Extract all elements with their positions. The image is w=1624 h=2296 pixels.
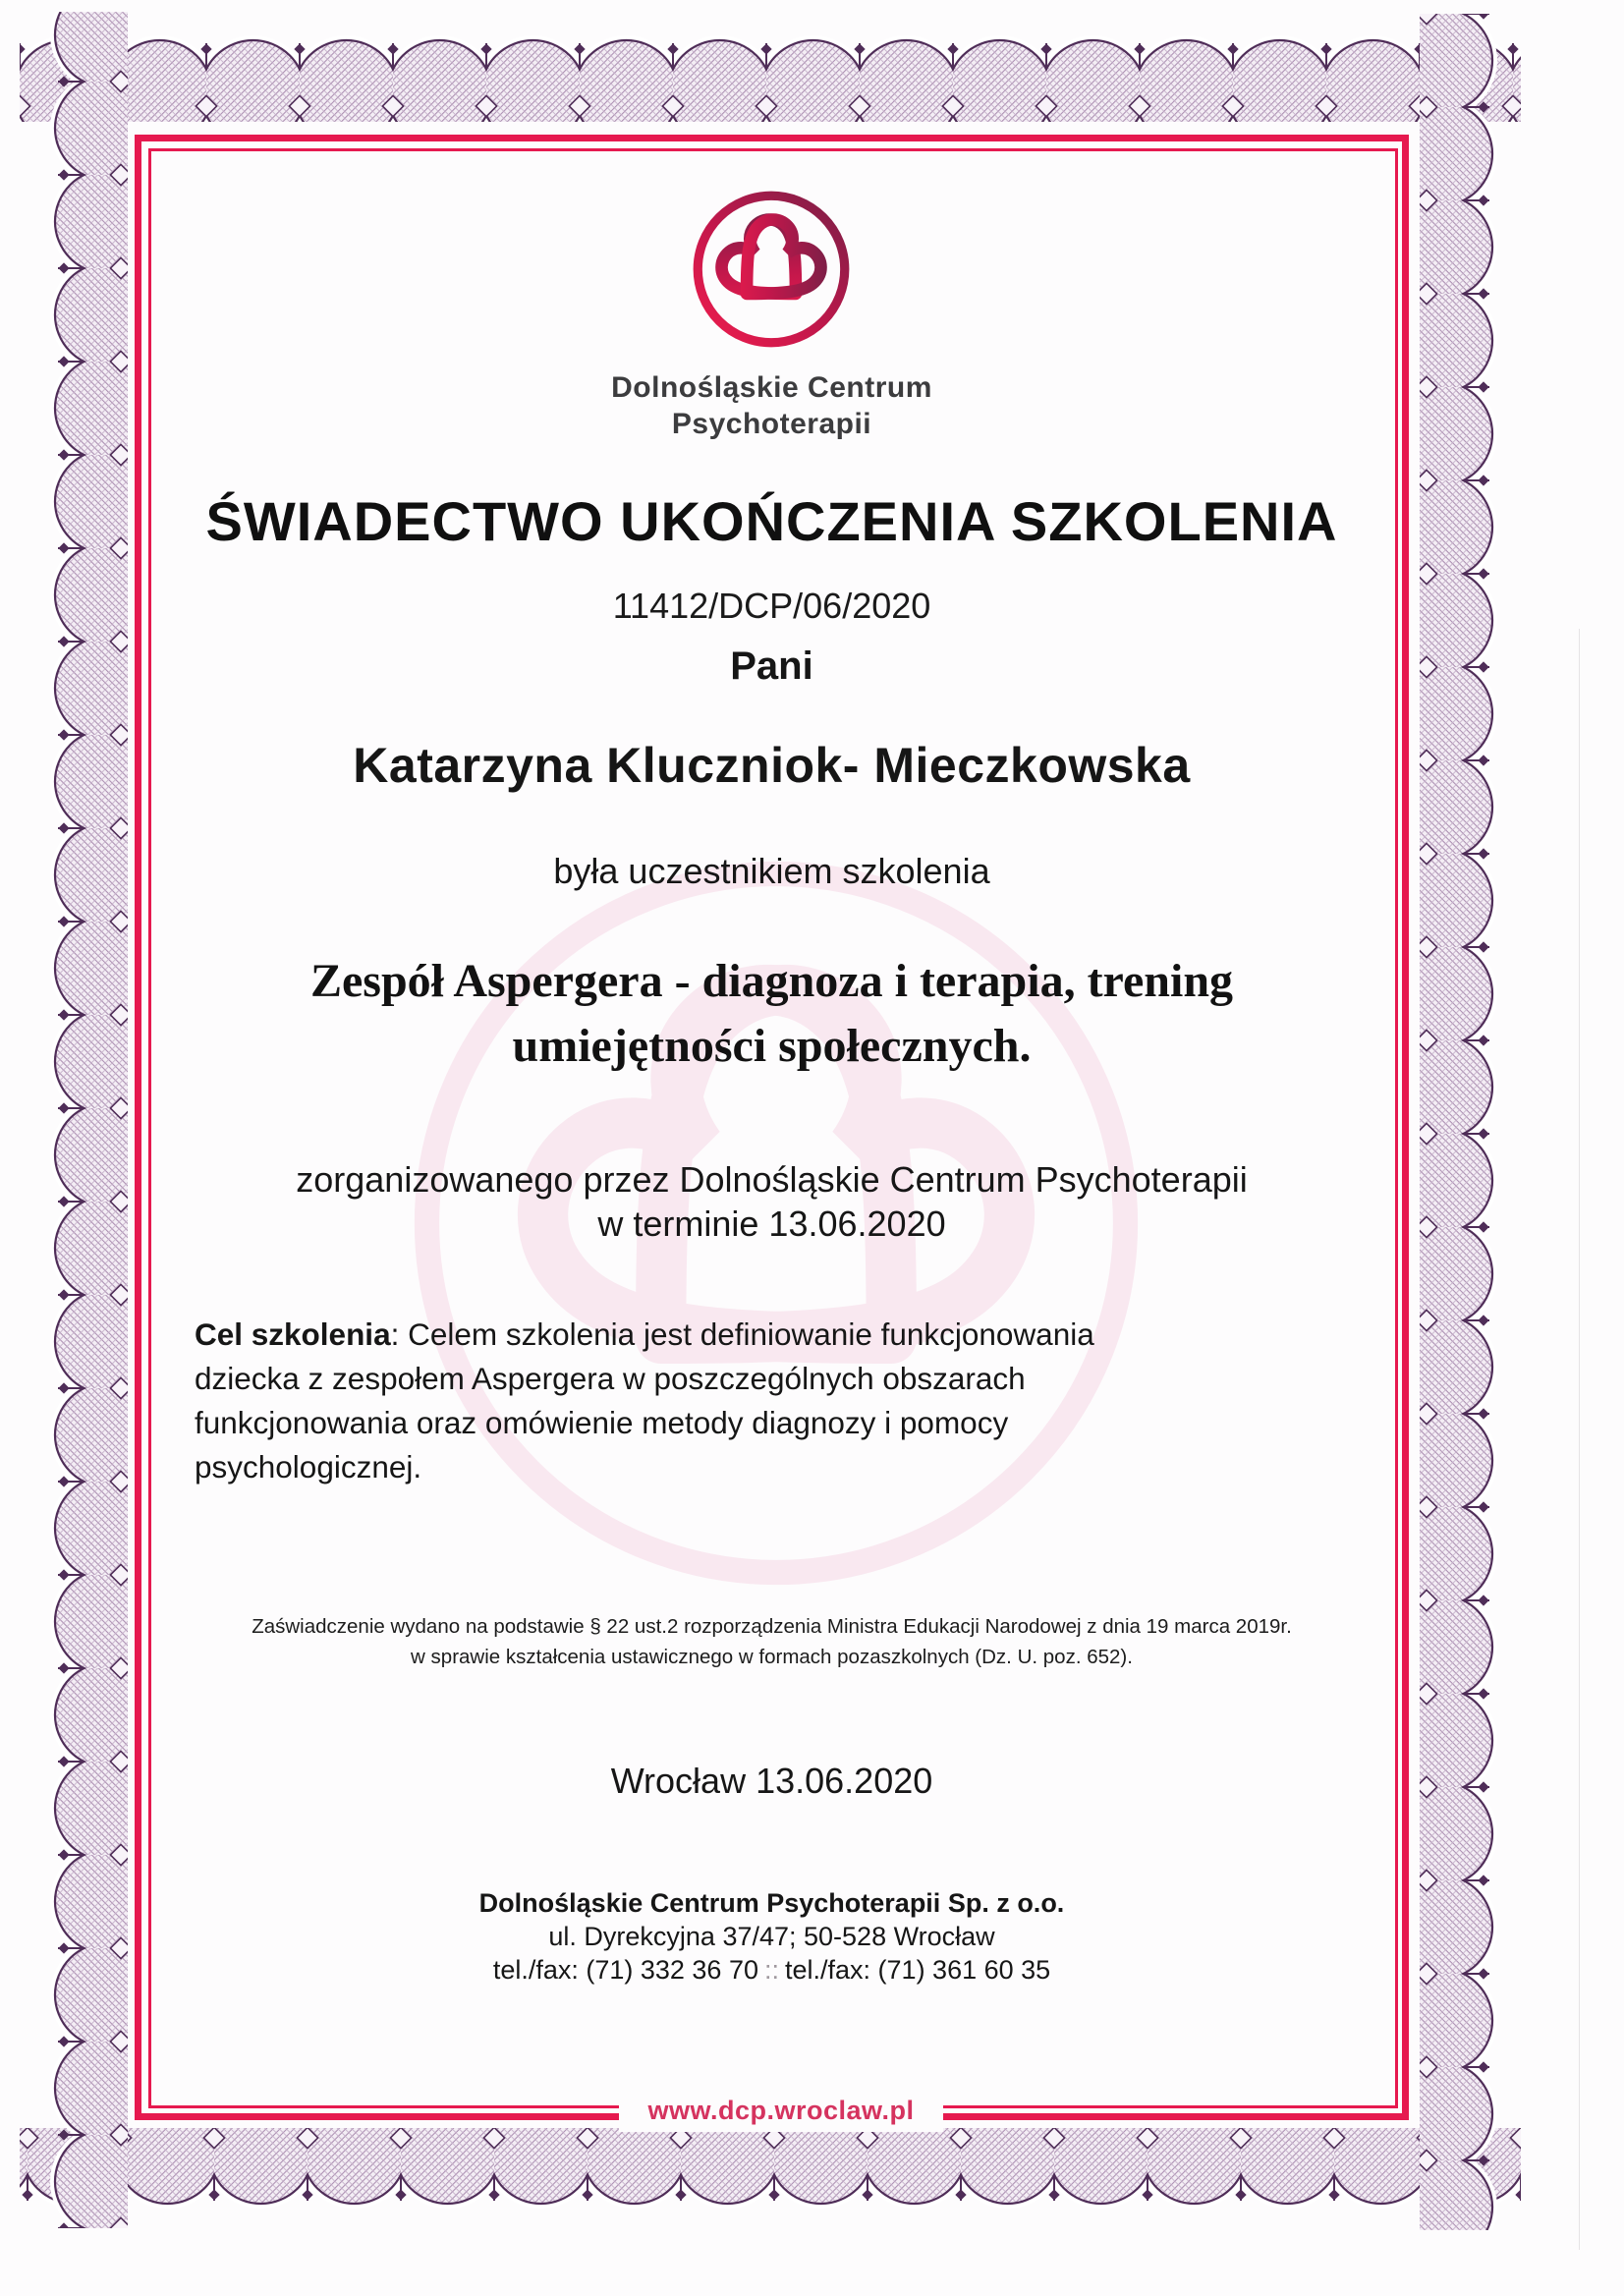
website-pill [619, 2089, 943, 2132]
legal-line2: w sprawie kształcenia ustawicznego w formach pozaszkolnych (Dz. U. poz. 652). [411, 1646, 1133, 1668]
brand-line2: Psychoterapii [671, 408, 872, 440]
organizer-line1: zorganizowanego przez Dolnośląskie Centrum Psychoterapii [296, 1159, 1248, 1200]
footer-phones [135, 1953, 1409, 1987]
scan-edge-artifact [1579, 629, 1580, 2250]
brand-name [135, 369, 1409, 442]
website-url: www.dcp.wroclaw.pl [647, 2095, 915, 2125]
footer-phone-separator: :: [763, 1955, 779, 1985]
course-title [135, 949, 1409, 1079]
certificate-title: ŚWIADECTWO UKOŃCZENIA SZKOLENIA [205, 490, 1338, 552]
salutation: Pani [730, 644, 813, 688]
goal-line2: dziecka z zespołem Aspergera w poszczególnych obszarach [195, 1361, 1026, 1396]
company-footer [135, 1886, 1409, 1987]
certificate-number: 11412/DCP/06/2020 [612, 586, 931, 626]
legal-line1: Zaświadczenie wydano na podstawie § 22 ust.2 rozporządzenia Ministra Edukacji Narodowej z dnia 19 marca 2019r. [252, 1615, 1292, 1638]
footer-phone-right: tel./fax: (71) 361 60 35 [785, 1955, 1051, 1985]
goal-line4: psychologicznej. [195, 1449, 422, 1484]
participation-line: była uczestnikiem szkolenia [553, 851, 990, 891]
footer-address: ul. Dyrekcyjna 37/47; 50-528 Wrocław [548, 1922, 995, 1951]
goal-line1-rest: : Celem szkolenia jest definiowanie funkcjonowania [390, 1316, 1094, 1352]
frame-inner-red-line [148, 148, 1398, 2108]
goal-line1 [195, 1313, 1236, 1357]
goal-line3: funkcjonowania oraz omówienie metody diagnozy i pomocy [195, 1405, 1009, 1440]
recipient-name: Katarzyna Kluczniok- Mieczkowska [353, 738, 1191, 793]
course-title-line2: umiejętności społecznych. [512, 1020, 1032, 1072]
footer-company-name: Dolnośląskie Centrum Psychoterapii Sp. z o.o. [478, 1888, 1065, 1918]
place-date: Wrocław 13.06.2020 [610, 1761, 933, 1801]
dcp-knot-logo-icon [689, 187, 854, 352]
goal-label: Cel szkolenia [195, 1316, 391, 1352]
organizer-block [135, 1157, 1409, 1246]
organizer-line2: w terminie 13.06.2020 [597, 1204, 946, 1244]
course-title-line1: Zespół Aspergera - diagnoza i terapia, trening [309, 955, 1234, 1007]
footer-phone-left: tel./fax: (71) 332 36 70 [492, 1955, 758, 1985]
goal-paragraph [195, 1313, 1236, 1489]
brand-line1: Dolnośląskie Centrum [611, 371, 932, 404]
legal-note [135, 1611, 1409, 1672]
